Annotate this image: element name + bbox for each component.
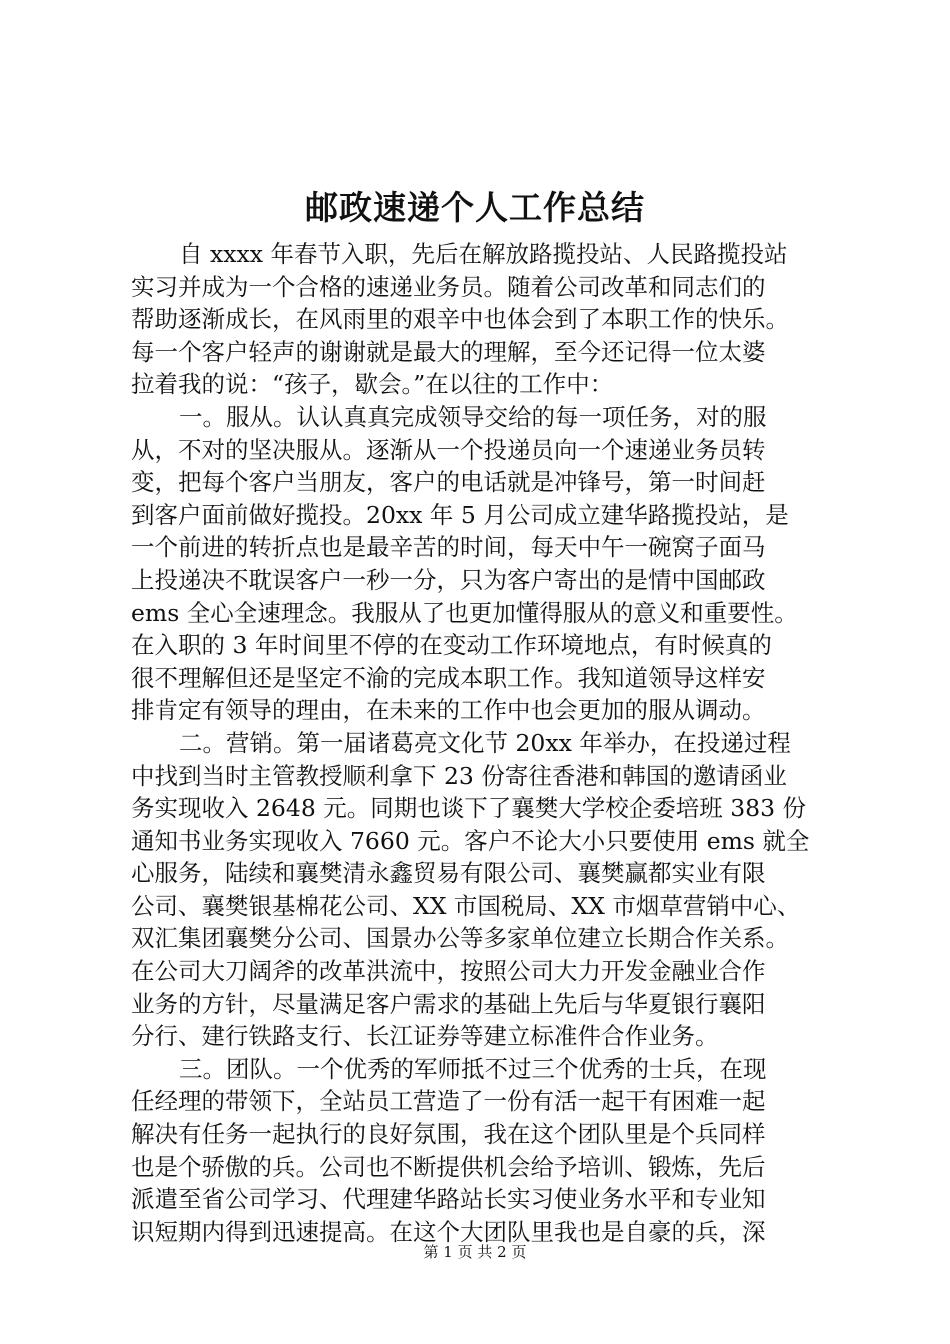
text-line: ems 全心全速理念。我服从了也更加懂得服从的意义和重要性。 (131, 598, 798, 627)
text-line: 识短期内得到迅速提高。在这个大团队里我也是自豪的兵，深 (131, 1217, 766, 1246)
text-line: 公司、襄樊银基棉花公司、XX 市国税局、XX 市烟草营销中心、 (131, 891, 801, 920)
page-footer: 第 1 页 共 2 页 (423, 1243, 527, 1261)
text-line: 在入职的 3 年时间里不停的在变动工作环境地点，有时候真的 (131, 631, 772, 660)
text-line: 派遣至省公司学习、代理建华路站长实习使业务水平和专业知 (131, 1185, 766, 1214)
document-title: 邮政速递个人工作总结 (305, 188, 645, 227)
text-line: 帮助逐渐成长，在风雨里的艰辛中也体会到了本职工作的快乐。 (131, 305, 789, 334)
text-line: 很不理解但还是坚定不渝的完成本职工作。我知道领导这样安 (131, 663, 766, 692)
text-line: 拉着我的说：“孩子，歇会。”在以往的工作中： (131, 370, 614, 399)
text-line: 务实现收入 2648 元。同期也谈下了襄樊大学校企委培班 383 份 (131, 794, 807, 823)
text-line: 实习并成为一个合格的速递业务员。随着公司改革和同志们的 (131, 272, 766, 301)
text-line: 一。服从。认认真真完成领导交给的每一项任务，对的服 (179, 402, 767, 431)
text-line: 从，不对的坚决服从。逐渐从一个投递员向一个速递业务员转 (131, 435, 766, 464)
text-line: 到客户面前做好揽投。20xx 年 5 月公司成立建华路揽投站，是 (131, 500, 789, 529)
text-line: 也是个骄傲的兵。公司也不断提供机会给予培训、锻炼，先后 (131, 1152, 766, 1181)
text-line: 双汇集团襄樊分公司、国景办公等多家单位建立长期合作关系。 (131, 924, 789, 953)
text-line: 自 xxxx 年春节入职，先后在解放路揽投站、人民路揽投站 (179, 240, 788, 268)
text-line: 业务的方针，尽量满足客户需求的基础上先后与华夏银行襄阳 (131, 989, 766, 1018)
text-line: 通知书业务实现收入 7660 元。客户不论大小只要使用 ems 就全 (131, 826, 810, 855)
text-line: 上投递决不耽误客户一秒一分，只为客户寄出的是情中国邮政 (131, 565, 766, 594)
text-line: 一个前进的转折点也是最辛苦的时间，每天中午一碗窝子面马 (131, 533, 766, 562)
text-line: 心服务，陆续和襄樊清永鑫贸易有限公司、襄樊赢都实业有限 (131, 859, 766, 888)
text-line: 排肯定有领导的理由，在未来的工作中也会更加的服从调动。 (131, 696, 766, 725)
text-line: 解决有任务一起执行的良好氛围，我在这个团队里是个兵同样 (131, 1120, 766, 1149)
text-line: 在公司大刀阔斧的改革洪流中，按照公司大力开发金融业合作 (131, 957, 766, 986)
text-line: 二。营销。第一届诸葛亮文化节 20xx 年举办，在投递过程 (179, 728, 791, 757)
text-line: 中找到当时主管教授顺利拿下 23 份寄往香港和韩国的邀请函业 (131, 761, 787, 790)
document-body (131, 238, 851, 1248)
text-line: 分行、建行铁路支行、长江证券等建立标准件合作业务。 (131, 1022, 719, 1051)
text-line: 每一个客户轻声的谢谢就是最大的理解，至今还记得一位太婆 (131, 337, 766, 366)
text-line: 三。团队。一个优秀的军师抵不过三个优秀的士兵，在现 (179, 1054, 767, 1083)
text-line: 任经理的带领下，全站员工营造了一份有活一起干有困难一起 (131, 1087, 766, 1116)
text-line: 变，把每个客户当朋友，客户的电话就是冲锋号，第一时间赶 (131, 468, 766, 497)
